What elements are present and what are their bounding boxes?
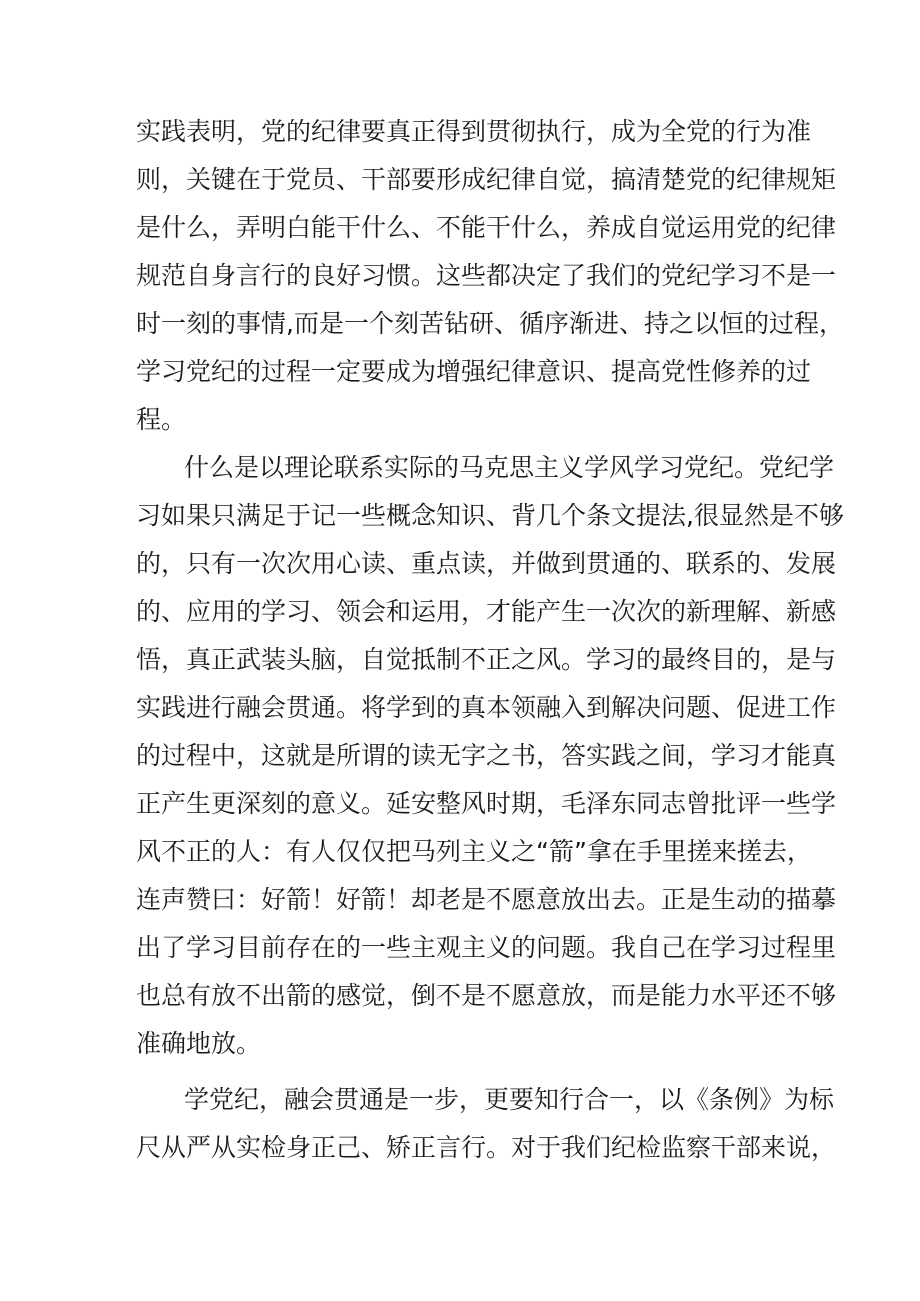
text-line: 连声赞曰：好箭！好箭！却老是不愿意放出去。正是生动的描摹 (136, 885, 837, 914)
text-line: 的过程中，这就是所谓的读无字之书，答实践之间，学习才能真 (136, 741, 837, 770)
text-line: 也总有放不出箭的感觉，倒不是不愿意放，而是能力水平还不够 (136, 981, 837, 1010)
text-line: 则，关键在于党员、干部要形成纪律自觉，搞清楚党的纪律规矩 (136, 165, 837, 194)
text-line: 正产生更深刻的意义。延安整风时期，毛泽东同志曾批评一些学 (136, 789, 837, 818)
text-line: 程。 (136, 405, 187, 434)
text-line: 学党纪，融会贯通是一步，更要知行合一，以《条例》为标 (184, 1085, 835, 1114)
text-line: 什么是以理论联系实际的马克思主义学风学习党纪。党纪学 (184, 453, 835, 482)
text-line: 的、应用的学习、领会和运用，才能产生一次次的新理解、新感 (136, 597, 837, 626)
text-line: 规范自身言行的良好习惯。这些都决定了我们的党纪学习不是一 (136, 261, 837, 290)
text-line: 尺从严从实检身正己、矫正言行。对于我们纪检监察干部来说， (136, 1133, 837, 1162)
text-line: 出了学习目前存在的一些主观主义的问题。我自己在学习过程里 (136, 933, 837, 962)
text-line: 学习党纪的过程一定要成为增强纪律意识、提高党性修养的过 (136, 357, 812, 386)
text-line: 实践进行融会贯通。将学到的真本领融入到解决问题、促进工作 (136, 693, 837, 722)
text-line: 的，只有一次次用心读、重点读，并做到贯通的、联系的、发展 (136, 549, 837, 578)
text-line: 是什么，弄明白能干什么、不能干什么，养成自觉运用党的纪律 (136, 213, 837, 242)
text-line: 风不正的人：有人仅仅把马列主义之“箭”拿在手里搓来搓去， (136, 837, 812, 866)
text-line: 时一刻的事情,而是一个刻苦钻研、循序渐进、持之以恒的过程， (136, 309, 844, 338)
text-line: 悟，真正武装头脑，自觉抵制不正之风。学习的最终目的，是与 (136, 645, 837, 674)
text-line: 实践表明，党的纪律要真正得到贯彻执行，成为全党的行为准 (136, 117, 812, 146)
text-line: 习如果只满足于记一些概念知识、背几个条文提法,很显然是不够 (136, 501, 844, 530)
text-line: 准确地放。 (136, 1029, 262, 1058)
